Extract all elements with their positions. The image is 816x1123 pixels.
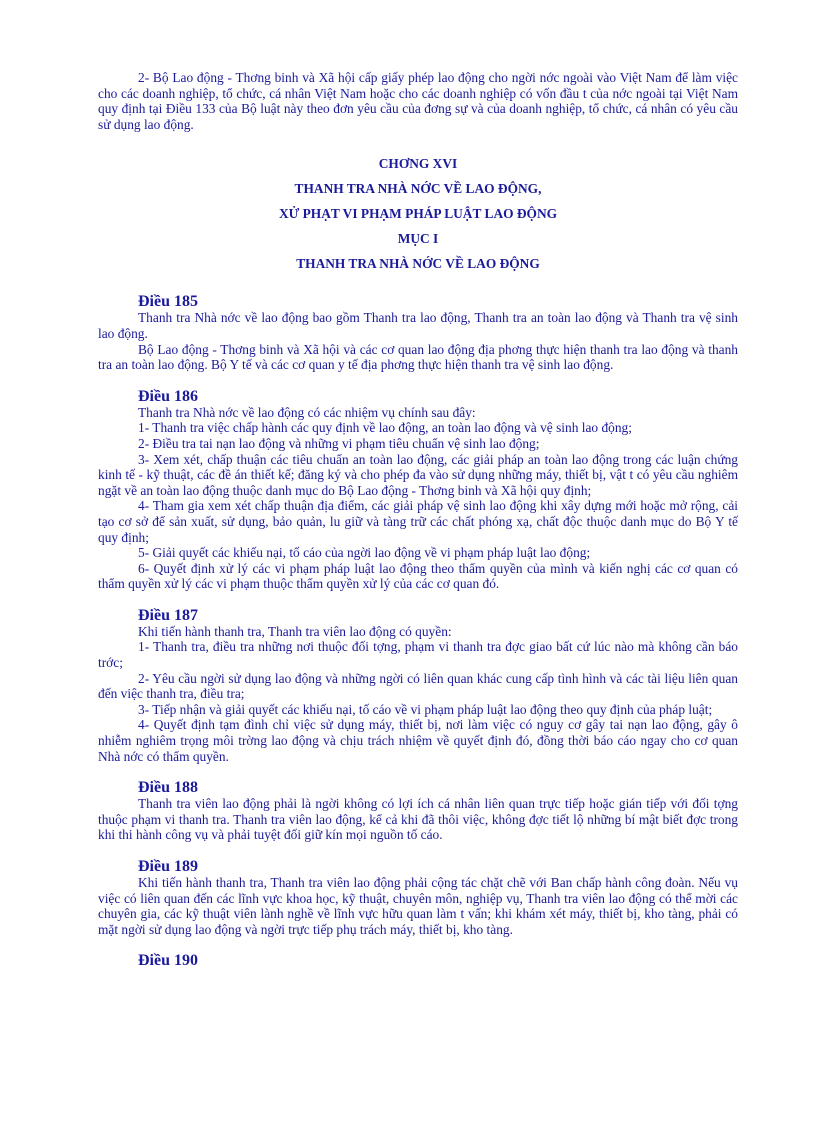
- intro-paragraph: 2- Bộ Lao động - Thơng binh và Xã hội cấp giấy phép lao động cho ngời nớc ngoài vào Việt Nam để làm việc cho các doanh nghiệp, tổ chức, cá nhân Việt Nam hoặc cho các doanh nghiệp có vốn đầu t của nớc ngoài tại Việt Nam quy định tại Điều 133 của Bộ luật này theo đơn yêu cầu của đơng sự và của doanh nghiệp, tổ chức, cá nhân có yêu cầu sử dụng lao động.: [98, 70, 738, 132]
- chapter-number: CHƠNG XVI: [378, 156, 458, 172]
- section-title: THANH TRA NHÀ NỚC VỀ LAO ĐỘNG: [296, 256, 540, 272]
- article-188-title: Điều 188: [138, 779, 198, 797]
- article-187-paragraph-4: 3- Tiếp nhận và giải quyết các khiếu nại, tố cáo về vi phạm pháp luật lao động theo quy định của pháp luật;: [138, 701, 713, 717]
- article-188-paragraph-1: Thanh tra viên lao động phải là ngời không có lợi ích cá nhân liên quan trực tiếp hoặc gián tiếp với đối tợng thuộc phạm vi thanh tra. Thanh tra viên lao động, kể cả khi đã thôi việc, không đợc tiết lộ những bí mật biết đợc trong khi thi hành công vụ và phải tuyệt đối giữ kín mọi nguồn tố cáo.: [98, 796, 738, 843]
- article-189-title: Điều 189: [138, 858, 198, 875]
- article-185-title: Điều 185: [138, 293, 198, 311]
- article-187-paragraph-2: 1- Thanh tra, điều tra những nơi thuộc đối tợng, phạm vi thanh tra đợc giao bất cứ lúc nào mà không cần báo trớc;: [98, 639, 738, 671]
- article-187-paragraph-3: 2- Yêu cầu ngời sử dụng lao động và những ngời có liên quan khác cung cấp tình hình và các tài liệu liên quan đến việc thanh tra, điều tra;: [98, 670, 738, 702]
- article-186-paragraph-6: 5- Giải quyết các khiếu nại, tố cáo của ngời lao động về vi phạm pháp luật lao động;: [138, 545, 591, 561]
- article-186-title: Điều 186: [138, 387, 198, 405]
- article-187-title: Điều 187: [138, 606, 198, 624]
- article-185-paragraph-1: Thanh tra Nhà nớc về lao động bao gồm Thanh tra lao động, Thanh tra an toàn lao động và Thanh tra vệ sinh lao động.: [98, 310, 738, 341]
- article-185-paragraph-2: Bộ Lao động - Thơng binh và Xã hội và các cơ quan lao động địa phơng thực hiện thanh tra lao động và thanh tra an toàn lao động. Bộ Y tế và các cơ quan y tế địa phơng thực hiện thanh tra vệ sinh lao động.: [98, 341, 738, 373]
- article-186-paragraph-2: 1- Thanh tra việc chấp hành các quy định về lao động, an toàn lao động và vệ sinh lao động;: [138, 420, 632, 436]
- article-186-paragraph-7: 6- Quyết định xử lý các vi phạm pháp luật lao động theo thẩm quyền của mình và kiến nghị các cơ quan có thẩm quyền xử lý các vi phạm thuộc thẩm quyền xử lý của các cơ quan đó.: [98, 560, 738, 592]
- article-187-paragraph-5: 4- Quyết định tạm đình chỉ việc sử dụng máy, thiết bị, nơi làm việc có nguy cơ gây tai nạn lao động, gây ô nhiễm nghiêm trọng môi trờng lao động và chịu trách nhiệm về quyết định đó, đồng thời báo cáo ngay cho cơ quan Nhà nớc có thẩm quyền.: [98, 717, 738, 764]
- article-186-paragraph-1: Thanh tra Nhà nớc về lao động có các nhiệm vụ chính sau đây:: [138, 404, 476, 420]
- article-187-paragraph-1: Khi tiến hành thanh tra, Thanh tra viên lao động có quyền:: [138, 623, 452, 639]
- chapter-title-line-1: THANH TRA NHÀ NỚC VỀ LAO ĐỘNG,: [294, 181, 542, 197]
- article-190-title: Điều 190: [138, 952, 198, 970]
- article-186-paragraph-4: 3- Xem xét, chấp thuận các tiêu chuẩn an toàn lao động, các giải pháp an toàn lao động trong các luận chứng kinh tế - kỹ thuật, các đề án thiết kế; đăng ký và cho phép đa vào sử dụng những máy, thiết bị, vật t có yêu cầu nghiêm ngặt về an toàn lao động thuộc danh mục do Bộ Lao động - Thơng binh và Xã hội quy định;: [98, 451, 738, 498]
- article-186-paragraph-3: 2- Điều tra tai nạn lao động và những vi phạm tiêu chuẩn vệ sinh lao động;: [138, 435, 540, 451]
- article-189-paragraph-1: Khi tiến hành thanh tra, Thanh tra viên lao động phải cộng tác chặt chẽ với Ban chấp hành công đoàn. Nếu vụ việc có liên quan đến các lĩnh vực khoa học, kỹ thuật, chuyên môn, nghiệp vụ, Thanh tra viên lao động có thể mời các chuyên gia, các kỹ thuật viên lành nghề về lĩnh vực hữu quan làm t vấn; khi khám xét máy, thiết bị, kho tàng, phải có mặt ngời sử dụng lao động và ngời trực tiếp phụ trách máy, thiết bị, kho tàng.: [98, 875, 738, 937]
- document-page: [98, 70, 738, 969]
- section-number: MỤC I: [397, 231, 439, 247]
- article-186-paragraph-5: 4- Tham gia xem xét chấp thuận địa điểm, các giải pháp vệ sinh lao động khi xây dựng mới hoặc mở rộng, cải tạo cơ sở để sản xuất, sử dụng, bảo quản, lu giữ và tàng trữ các chất phóng xạ, chất độc thuộc danh mục do Bộ Y tế quy định;: [98, 498, 738, 545]
- chapter-title-line-2: XỬ PHẠT VI PHẠM PHÁP LUẬT LAO ĐỘNG: [278, 206, 558, 222]
